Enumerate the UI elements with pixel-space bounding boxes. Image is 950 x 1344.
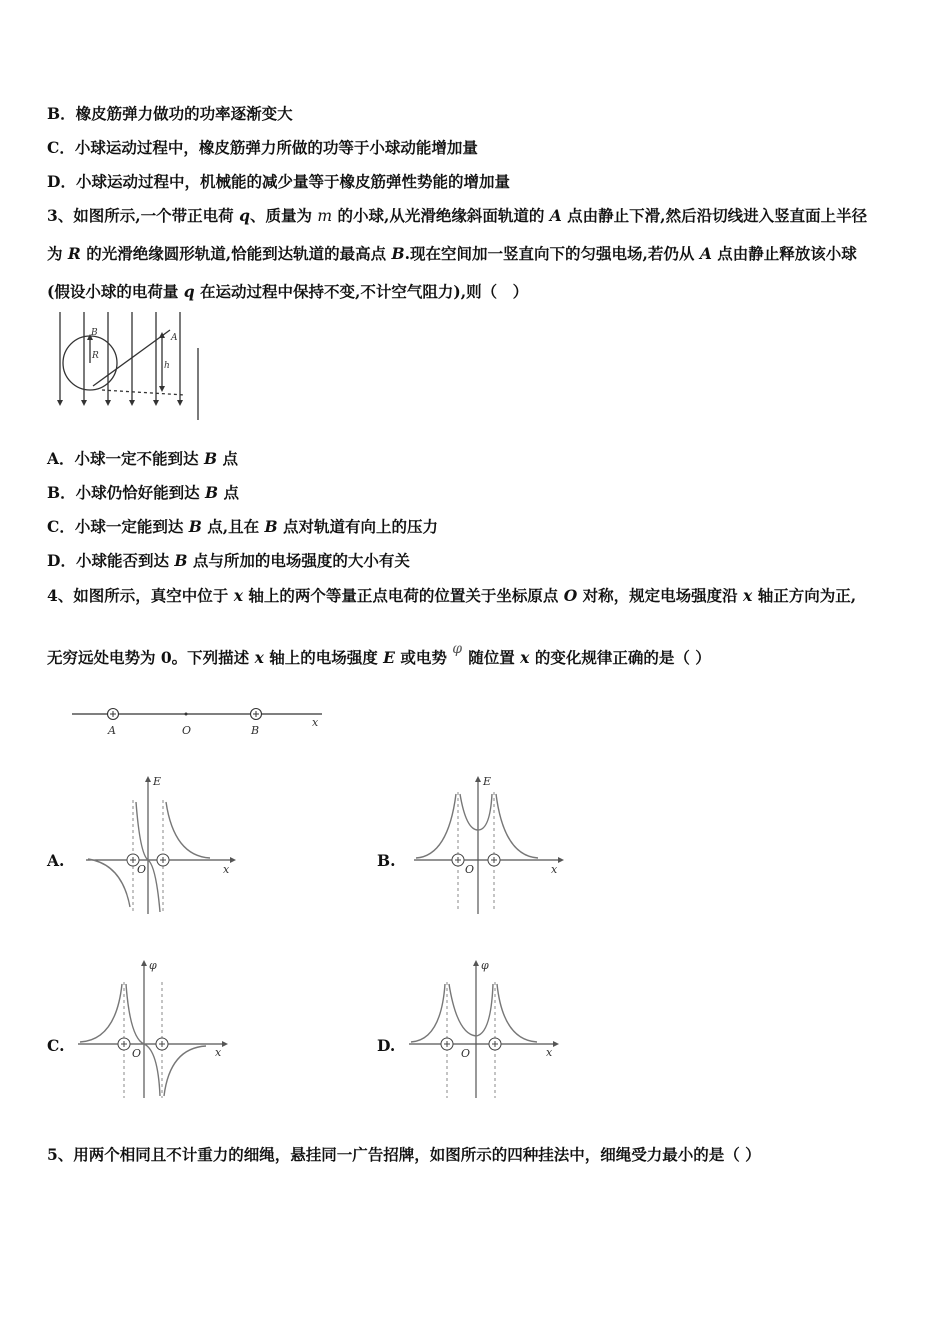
axis-x-label: x	[546, 1046, 553, 1059]
label-h: h	[164, 361, 170, 371]
label-a: A	[171, 333, 178, 343]
origin-label: O	[465, 863, 475, 876]
q2-option-d: D．小球运动过程中，机械能的减少量等于橡皮筋弹性势能的增加量	[47, 172, 510, 191]
q2-option-b: B．橡皮筋弹力做功的功率逐渐变大	[47, 104, 293, 123]
axis-phi-label: φ	[149, 959, 157, 972]
q5-stem: 5、用两个相同且不计重力的细绳，悬挂同一广告招牌，如图所示的四种挂法中，细绳受力最小的是（ ）	[47, 1145, 761, 1164]
q4-option-b-label: B.	[377, 851, 396, 870]
q4-option-c-label: C.	[47, 1036, 65, 1055]
axis-x-label: x	[551, 863, 558, 876]
origin-label: O	[137, 863, 147, 876]
q2-option-c: C．小球运动过程中，橡皮筋弹力所做的功等于小球动能增加量	[47, 138, 478, 157]
q4-option-d-label: D.	[377, 1036, 396, 1055]
q3-stem-line2: 为 R 的光滑绝缘圆形轨道,恰能到达轨道的最高点 B.现在空间加一竖直向下的匀强电场,若仍从 A 点由静止释放该小球	[47, 244, 857, 263]
axis-phi-label: φ	[481, 959, 489, 972]
q4-stem-line1: 4、如图所示，真空中位于 x 轴上的两个等量正点电荷的位置关于坐标原点 O 对称，规定电场强度沿 x 轴正方向为正,	[47, 586, 857, 605]
label-o: O	[182, 724, 192, 737]
axis-x-label: x	[215, 1046, 222, 1059]
q4-graph-c	[74, 956, 234, 1106]
q4-charge-axis	[68, 702, 338, 742]
q3-option-b: B．小球仍恰好能到达 B 点	[47, 483, 240, 502]
q3-stem-line3: (假设小球的电荷量 q 在运动过程中保持不变,不计空气阻力),则（ ）	[47, 282, 529, 301]
axis-e-label: E	[483, 775, 492, 788]
axis-e-label: E	[153, 775, 162, 788]
q4-graph-a	[82, 772, 242, 922]
label-r: R	[92, 351, 99, 361]
origin-label: O	[461, 1047, 471, 1060]
label-b: B	[251, 724, 260, 737]
label-b: B	[91, 328, 98, 338]
q3-option-d: D．小球能否到达 B 点与所加的电场强度的大小有关	[47, 551, 410, 570]
q3-track-figure	[50, 308, 210, 424]
q4-stem-line2: 无穷远处电势为 0。下列描述 x 轴上的电场强度 E 或电势 φ 随位置 x 的变化规律正确的是（ ）	[47, 641, 711, 667]
q3-stem-line1: 3、如图所示,一个带正电荷 q、质量为 m 的小球,从光滑绝缘斜面轨道的 A 点由静止下滑,然后沿切线进入竖直面上半径	[47, 206, 868, 225]
label-a: A	[108, 724, 116, 737]
q4-graph-b	[410, 772, 570, 922]
origin-label: O	[132, 1047, 142, 1060]
q4-graph-d	[405, 956, 565, 1106]
q4-option-a-label: A.	[47, 851, 65, 870]
axis-x-label: x	[223, 863, 230, 876]
label-x: x	[312, 716, 319, 729]
q3-option-c: C．小球一定能到达 B 点,且在 B 点对轨道有向上的压力	[47, 517, 439, 536]
q3-option-a: A．小球一定不能到达 B 点	[47, 449, 238, 468]
phi-symbol: φ	[452, 641, 463, 657]
